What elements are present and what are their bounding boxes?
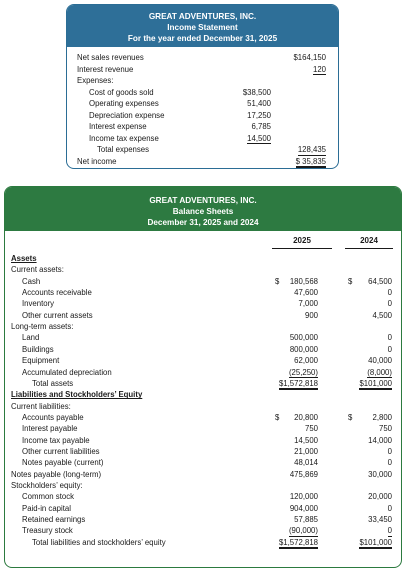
value-2024	[388, 332, 392, 343]
value-2024	[359, 537, 392, 550]
row-label: Total assets	[32, 378, 74, 388]
balance-sheet-period: December 31, 2025 and 2024	[147, 218, 259, 227]
row-label: Notes payable (current)	[22, 458, 104, 468]
row-label: Retained earnings	[22, 515, 86, 525]
row-label: Common stock	[22, 492, 74, 502]
balance-row	[5, 423, 401, 434]
value-2025	[294, 287, 318, 298]
amount-2025: (90,000)	[288, 526, 318, 536]
balance-row	[5, 310, 401, 321]
balance-row	[5, 321, 401, 332]
statement-row	[67, 133, 338, 144]
row-label: Depreciation expense	[89, 110, 165, 120]
row-label: Other current assets	[22, 310, 93, 320]
value-2024	[388, 457, 392, 468]
value-2024	[367, 367, 392, 379]
value-2025	[289, 367, 318, 379]
statement-row	[67, 52, 338, 63]
currency-2025: $	[275, 412, 280, 422]
amount-2025: 62,000	[294, 356, 318, 366]
value-2025	[279, 537, 318, 550]
balance-sheet-title: Balance Sheets	[172, 207, 234, 216]
amount-2025: 57,885	[294, 515, 318, 525]
amount-2025: 21,000	[294, 446, 318, 456]
amount-2024: $101,000	[359, 539, 392, 550]
statement-row	[67, 156, 338, 167]
row-amount	[247, 110, 271, 121]
row-label: Land	[22, 333, 40, 343]
amount-2024: 0	[387, 333, 392, 343]
balance-row	[5, 401, 401, 412]
value-2025	[290, 491, 318, 502]
value-2025	[290, 503, 318, 514]
total-value: $ 35,835	[296, 158, 326, 169]
balance-sheet-header	[5, 187, 401, 231]
amount-2024: 30,000	[368, 469, 392, 479]
value-2025	[294, 355, 318, 366]
amount-value: 14,500	[247, 133, 271, 143]
value-2025	[305, 310, 318, 321]
balance-row	[5, 264, 401, 275]
value-2024	[372, 412, 392, 423]
row-label: Inventory	[22, 299, 55, 309]
balance-row	[5, 491, 401, 502]
row-label: Expenses:	[77, 76, 114, 85]
value-2025	[305, 423, 318, 434]
income-statement-period: For the year ended December 31, 2025	[127, 34, 278, 43]
row-label: Treasury stock	[22, 526, 73, 536]
amount-2024: 14,000	[368, 435, 392, 445]
value-2025	[289, 525, 318, 537]
row-total	[296, 156, 326, 169]
value-2024	[368, 469, 392, 480]
row-label: Equipment	[22, 356, 60, 366]
row-label: Income tax expense	[89, 133, 159, 143]
row-amount	[243, 87, 271, 98]
statement-row	[67, 98, 338, 109]
row-label: Paid-in capital	[22, 503, 71, 513]
row-total	[293, 52, 326, 63]
value-2024	[388, 446, 392, 457]
balance-sheet-card	[4, 186, 402, 568]
value-2025	[298, 298, 318, 309]
row-label: Interest expense	[89, 122, 147, 131]
amount-2025: 180,568	[289, 276, 318, 286]
amount-2025: 750	[304, 424, 318, 434]
row-label: Accumulated depreciation	[22, 367, 112, 377]
amount-2025: 900	[304, 310, 318, 320]
balance-row	[5, 389, 401, 400]
balance-row	[5, 525, 401, 536]
row-label: Interest revenue	[77, 64, 134, 74]
balance-row	[5, 457, 401, 468]
row-label: Accounts payable	[22, 412, 84, 422]
row-total	[313, 64, 326, 76]
amount-2025: 14,500	[294, 435, 318, 445]
value-2024	[388, 287, 392, 298]
value-2024	[388, 503, 392, 514]
row-label: Long-term assets:	[11, 322, 74, 332]
amount-2025: $1,572,818	[279, 380, 318, 391]
balance-row	[5, 332, 401, 343]
value-2024	[388, 298, 392, 309]
value-2025	[294, 446, 318, 457]
section-heading: Assets	[11, 254, 37, 263]
balance-row	[5, 412, 401, 423]
amount-2025: (25,250)	[288, 367, 318, 377]
amount-2024: $101,000	[359, 380, 392, 391]
value-2024	[368, 491, 392, 502]
row-label: Net income	[77, 156, 117, 166]
amount-2024: (8,000)	[367, 367, 392, 377]
income-statement-card	[66, 4, 339, 169]
value-2025	[294, 514, 318, 525]
amount-2025: 500,000	[289, 333, 318, 343]
value-2025	[294, 412, 318, 423]
value-2025	[290, 332, 318, 343]
section-heading: Liabilities and Stockholders’ Equity	[11, 390, 143, 400]
amount-2025: 475,869	[289, 469, 318, 479]
amount-2025: 7,000	[298, 299, 318, 309]
value-2025	[290, 469, 318, 480]
amount-2024: 0	[387, 458, 392, 468]
column-header-2025: 2025	[272, 236, 332, 249]
amount-value: 17,250	[247, 110, 271, 120]
amount-2024: 2,800	[372, 412, 392, 422]
amount-2025: 120,000	[289, 492, 318, 502]
row-label: Buildings	[22, 344, 54, 354]
balance-row	[5, 344, 401, 355]
currency-2025: $	[275, 276, 280, 286]
row-label: Current liabilities:	[11, 401, 71, 411]
amount-2024: 0	[387, 288, 392, 298]
amount-2024: 33,450	[368, 515, 392, 525]
balance-row	[5, 480, 401, 491]
row-label: Notes payable (long-term)	[11, 469, 102, 479]
balance-row	[5, 503, 401, 514]
row-label: Net sales revenues	[77, 53, 144, 62]
amount-2025: 800,000	[289, 344, 318, 354]
row-label: Cost of goods sold	[89, 87, 154, 97]
amount-2024: 0	[387, 299, 392, 309]
balance-row	[5, 469, 401, 480]
value-2025	[290, 344, 318, 355]
value-2024	[388, 344, 392, 355]
row-label: Other current liabilities	[22, 446, 100, 456]
value-2024	[368, 276, 392, 287]
value-2025	[294, 457, 318, 468]
total-value: $164,150	[293, 53, 326, 62]
total-value: 120	[312, 64, 326, 74]
amount-2025: 47,600	[294, 288, 318, 298]
row-label: Cash	[22, 276, 41, 286]
statement-row	[67, 144, 338, 155]
amount-2024: 20,000	[368, 492, 392, 502]
balance-row	[5, 537, 401, 548]
statement-row	[67, 121, 338, 132]
row-amount	[247, 133, 271, 145]
total-value: 128,435	[297, 145, 326, 154]
balance-row	[5, 435, 401, 446]
row-label: Total liabilities and stockholders’ equity	[32, 537, 166, 547]
balance-row	[5, 276, 401, 287]
balance-row	[5, 298, 401, 309]
currency-2024: $	[348, 276, 353, 286]
amount-2024: 40,000	[368, 356, 392, 366]
row-label: Stockholders’ equity:	[11, 481, 83, 490]
value-2025	[290, 276, 318, 287]
amount-2024: 0	[387, 446, 392, 456]
value-2025	[294, 435, 318, 446]
value-2024	[379, 423, 392, 434]
value-2024	[368, 355, 392, 366]
balance-row	[5, 253, 401, 264]
income-statement-header	[67, 5, 338, 47]
amount-2025: 20,800	[294, 412, 318, 422]
row-label: Operating expenses	[89, 99, 159, 108]
row-label: Income tax payable	[22, 435, 90, 445]
row-total	[298, 144, 326, 156]
balance-row	[5, 514, 401, 525]
currency-2024: $	[348, 412, 353, 422]
value-2024	[372, 310, 392, 321]
balance-row	[5, 378, 401, 389]
balance-row	[5, 367, 401, 378]
row-label: Current assets:	[11, 265, 64, 275]
balance-row	[5, 287, 401, 298]
row-amount	[247, 98, 271, 109]
amount-2024: 0	[387, 503, 392, 513]
statement-row	[67, 87, 338, 98]
amount-2025: 904,000	[289, 503, 318, 513]
balance-sheet-company: GREAT ADVENTURES, INC.	[149, 196, 257, 205]
amount-2024: 4,500	[372, 310, 392, 320]
income-statement-company: GREAT ADVENTURES, INC.	[148, 12, 257, 21]
balance-row	[5, 446, 401, 457]
statement-row	[67, 75, 338, 86]
amount-value: $38,500	[242, 87, 271, 97]
amount-2024: 64,500	[368, 276, 392, 286]
balance-row	[5, 355, 401, 366]
row-label: Total expenses	[97, 145, 150, 154]
row-label: Interest payable	[22, 424, 78, 434]
row-label: Accounts receivable	[22, 288, 92, 298]
amount-2024: 750	[378, 424, 392, 434]
income-statement-title: Income Statement	[167, 23, 238, 32]
amount-2025: $1,572,818	[279, 539, 318, 550]
amount-2025: 48,014	[294, 458, 318, 468]
value-2024	[368, 514, 392, 525]
amount-value: 51,400	[247, 99, 271, 108]
amount-value: 6,785	[251, 122, 271, 131]
amount-2024: 0	[387, 344, 392, 354]
value-2024	[388, 525, 392, 537]
amount-2024: 0	[387, 526, 392, 536]
value-2024	[368, 435, 392, 446]
statement-row	[67, 64, 338, 75]
statement-row	[67, 110, 338, 121]
column-header-2024: 2024	[345, 236, 393, 249]
row-amount	[251, 121, 271, 132]
